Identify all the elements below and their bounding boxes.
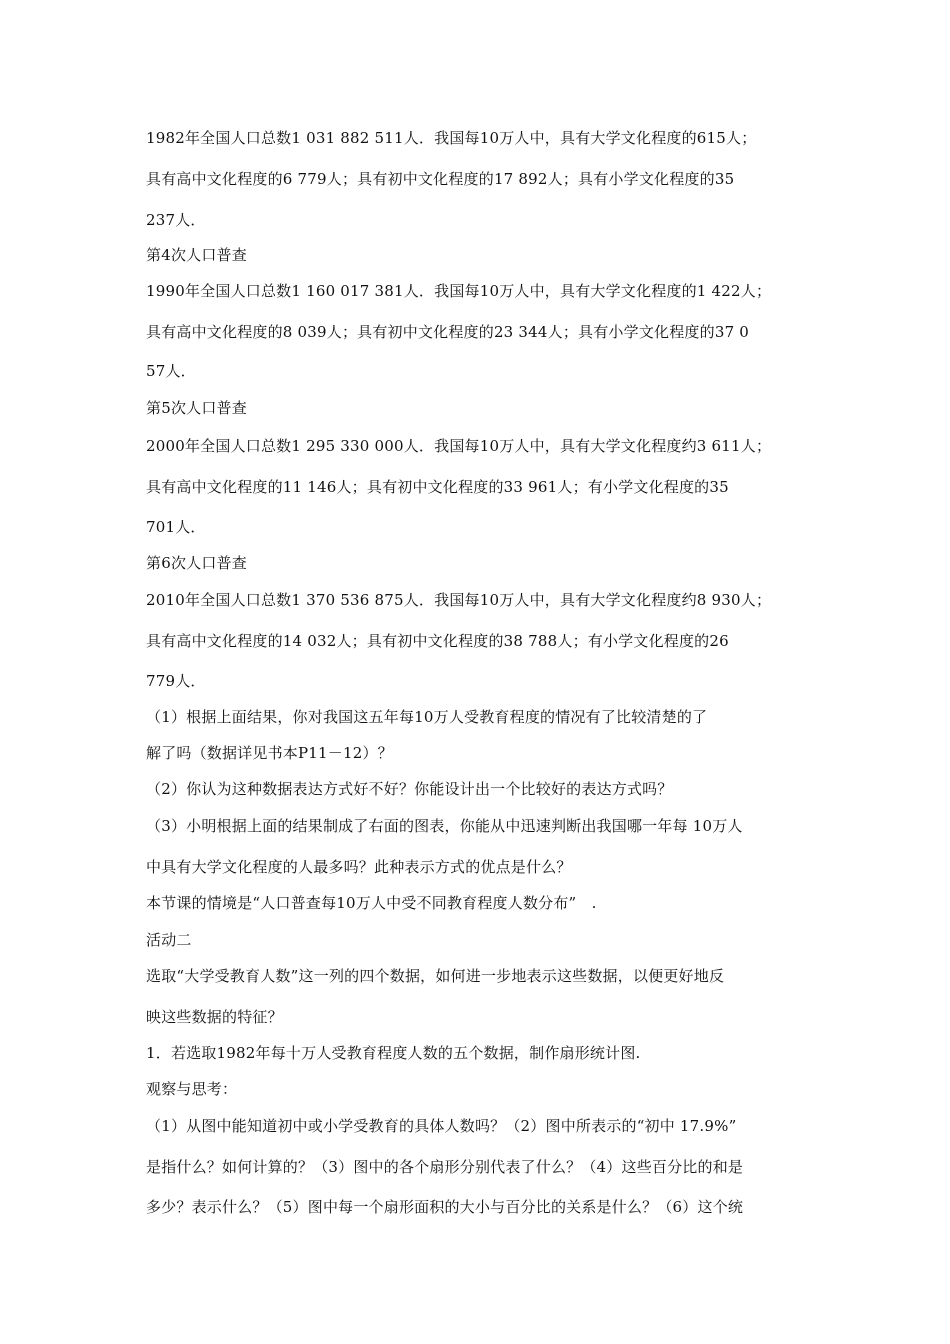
- question-1-line-1: （1）根据上面结果，你对我国这五年每10万人受教育程度的情况有了比较清楚的了: [146, 708, 708, 726]
- question-3-line-1: （3）小明根据上面的结果制成了右面的图表，你能从中迅速判断出我国哪一年每 10万人: [146, 817, 743, 835]
- text-line-2000-high-school: 具有高中文化程度的11 146人；具有初中文化程度的33 961人；有小学文化程度的35: [146, 478, 729, 496]
- activity-2-line-1: 选取“大学受教育人数”这一列的四个数据，如何进一步地表示这些数据，以便更好地反: [146, 967, 725, 985]
- text-line-1990-end: 57人．: [146, 362, 196, 380]
- text-line-1982-total: 1982年全国人口总数1 031 882 511人．我国每10万人中，具有大学文化程度的615人；: [146, 129, 757, 147]
- context-sentence: 本节课的情境是“人口普查每10万人中受不同教育程度人数分布” .: [146, 894, 597, 912]
- question-1-line-2: 解了吗（数据详见书本P11－12）？: [146, 744, 393, 762]
- question-3-line-2: 中具有大学文化程度的人最多吗？此种表示方式的优点是什么？: [146, 858, 572, 876]
- text-line-2010-total: 2010年全国人口总数1 370 536 875人．我国每10万人中，具有大学文化程度约8 930人；: [146, 591, 772, 609]
- observe-line-1: （1）从图中能知道初中或小学受教育的具体人数吗？（2）图中所表示的“初中 17.9%”: [146, 1117, 737, 1135]
- text-line-2010-end: 779人．: [146, 672, 206, 690]
- task-1-pie-chart: 1．若选取1982年每十万人受教育程度人数的五个数据，制作扇形统计图.: [146, 1044, 641, 1062]
- text-line-1990-total: 1990年全国人口总数1 160 017 381人．我国每10万人中，具有大学文化程度的1 422人；: [146, 282, 772, 300]
- text-line-1982-high-school: 具有高中文化程度的6 779人；具有初中文化程度的17 892人；具有小学文化程度的35: [146, 170, 735, 188]
- question-2: （2）你认为这种数据表达方式好不好？你能设计出一个比较好的表达方式吗？: [146, 780, 673, 798]
- text-line-1990-high-school: 具有高中文化程度的8 039人；具有初中文化程度的23 344人；具有小学文化程度的37 0: [146, 323, 750, 341]
- heading-observe-think: 观察与思考：: [146, 1080, 238, 1098]
- text-line-2000-end: 701人．: [146, 518, 206, 536]
- heading-activity-2: 活动二: [146, 931, 192, 949]
- activity-2-line-2: 映这些数据的特征？: [146, 1008, 283, 1026]
- heading-census-6: 第6次人口普查: [146, 554, 247, 572]
- observe-line-3: 多少？表示什么？（5）图中每一个扇形面积的大小与百分比的关系是什么？（6）这个统: [146, 1198, 744, 1216]
- text-line-1982-end: 237人．: [146, 211, 206, 229]
- text-line-2010-high-school: 具有高中文化程度的14 032人；具有初中文化程度的38 788人；有小学文化程度的26: [146, 632, 729, 650]
- heading-census-4: 第4次人口普查: [146, 246, 247, 264]
- heading-census-5: 第5次人口普查: [146, 399, 247, 417]
- observe-line-2: 是指什么？如何计算的？（3）图中的各个扇形分别代表了什么？（4）这些百分比的和是: [146, 1158, 744, 1176]
- text-line-2000-total: 2000年全国人口总数1 295 330 000人．我国每10万人中，具有大学文化程度约3 611人；: [146, 437, 772, 455]
